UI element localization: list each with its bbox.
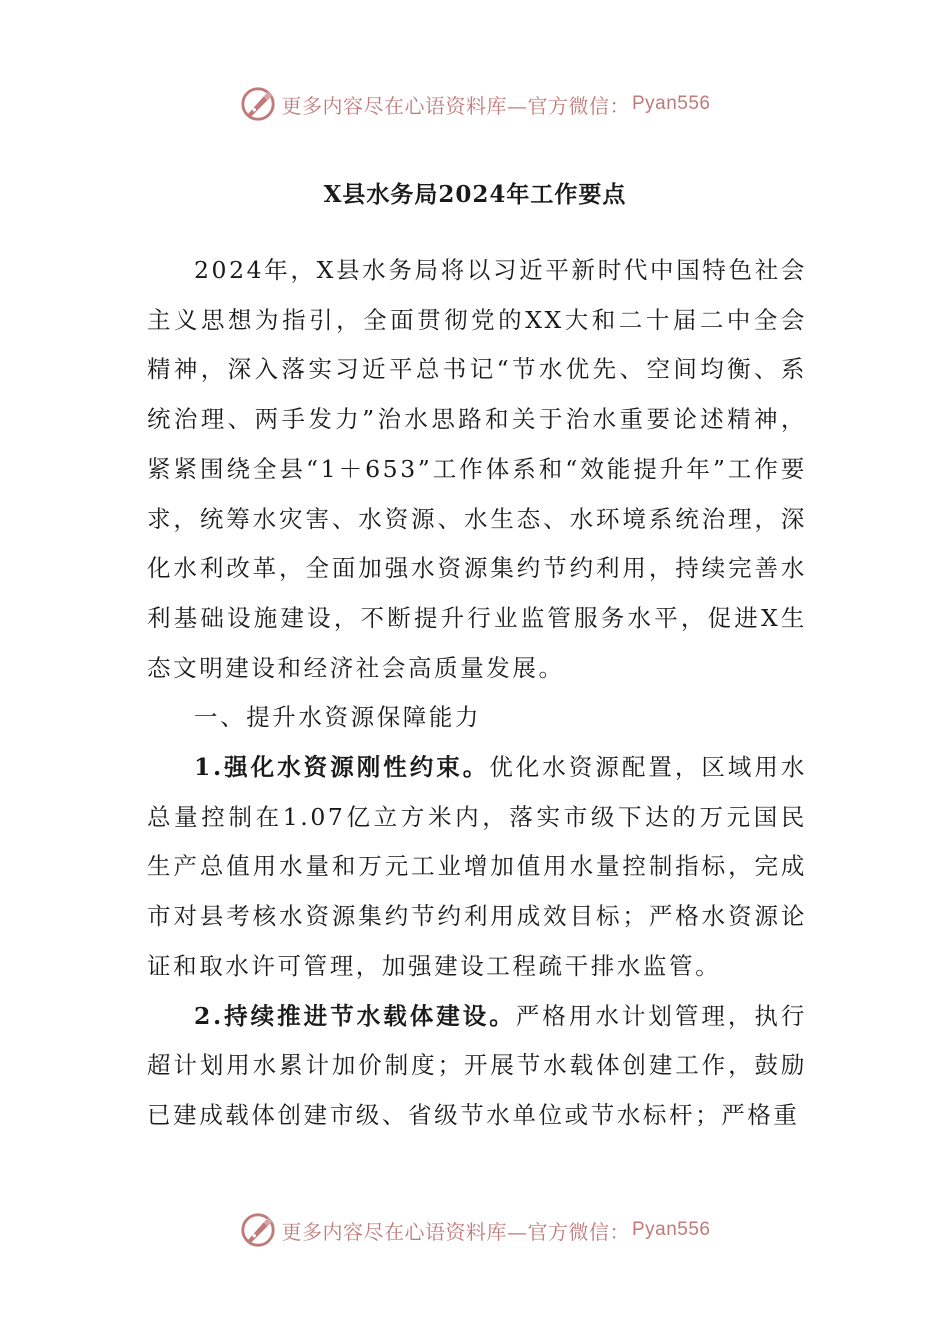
item-body-2: 严格用水计划管理，执行超计划用水累计加价制度；开展节水载体创建工作，鼓励已建成载体创建市级、省级节水单位或节水标杆；严格重 bbox=[147, 1001, 807, 1129]
watermark-text: 更多内容尽在心语资料库—官方微信： bbox=[281, 93, 630, 118]
item-heading-1: 1.强化水资源刚性约束。 bbox=[194, 753, 490, 782]
pen-nib-logo-icon bbox=[239, 1211, 277, 1249]
watermark-wechat-id: Pyan556 bbox=[631, 93, 711, 114]
item-body-1: 优化水资源配置，区域用水总量控制在1.07亿立方米内，落实市级下达的万元国民生产总值用水量和万元工业增加值用水量控制指标，完成市对县考核水资源集约节约利用成效目标；严格水资源论证和取水许可管理，加强建设工程疏干排水监管。 bbox=[147, 753, 807, 980]
intro-paragraph: 2024年，X县水务局将以习近平新时代中国特色社会主义思想为指引，全面贯彻党的XX大和二十届二中全会精神，深入落实习近平总书记“节水优先、空间均衡、系统治理、两手发力”治水思路和关于治水重要论述精神，紧紧围绕全县“1＋653”工作体系和“效能提升年”工作要求，统筹水灾害、水资源、水生态、水环境系统治理，深化水利改革，全面加强水资源集约节约利用，持续完善水利基础设施建设，不断提升行业监管服务水平，促进X生态文明建设和经济社会高质量发展。 bbox=[147, 256, 807, 682]
item-paragraph-1 bbox=[147, 743, 807, 992]
watermark-text: 更多内容尽在心语资料库—官方微信： bbox=[281, 1219, 630, 1244]
watermark-banner-top bbox=[0, 82, 950, 126]
document-body bbox=[147, 246, 807, 1141]
watermark-wechat-id: Pyan556 bbox=[631, 1219, 711, 1240]
item-heading-2: 2.持续推进节水载体建设。 bbox=[194, 1001, 516, 1030]
document-title: X县水务局2024年工作要点 bbox=[323, 181, 627, 208]
section-heading: 一、提升水资源保障能力 bbox=[194, 703, 482, 732]
item-paragraph-2 bbox=[147, 992, 807, 1141]
pen-nib-logo-icon bbox=[239, 85, 277, 123]
watermark-banner-bottom bbox=[0, 1208, 950, 1252]
